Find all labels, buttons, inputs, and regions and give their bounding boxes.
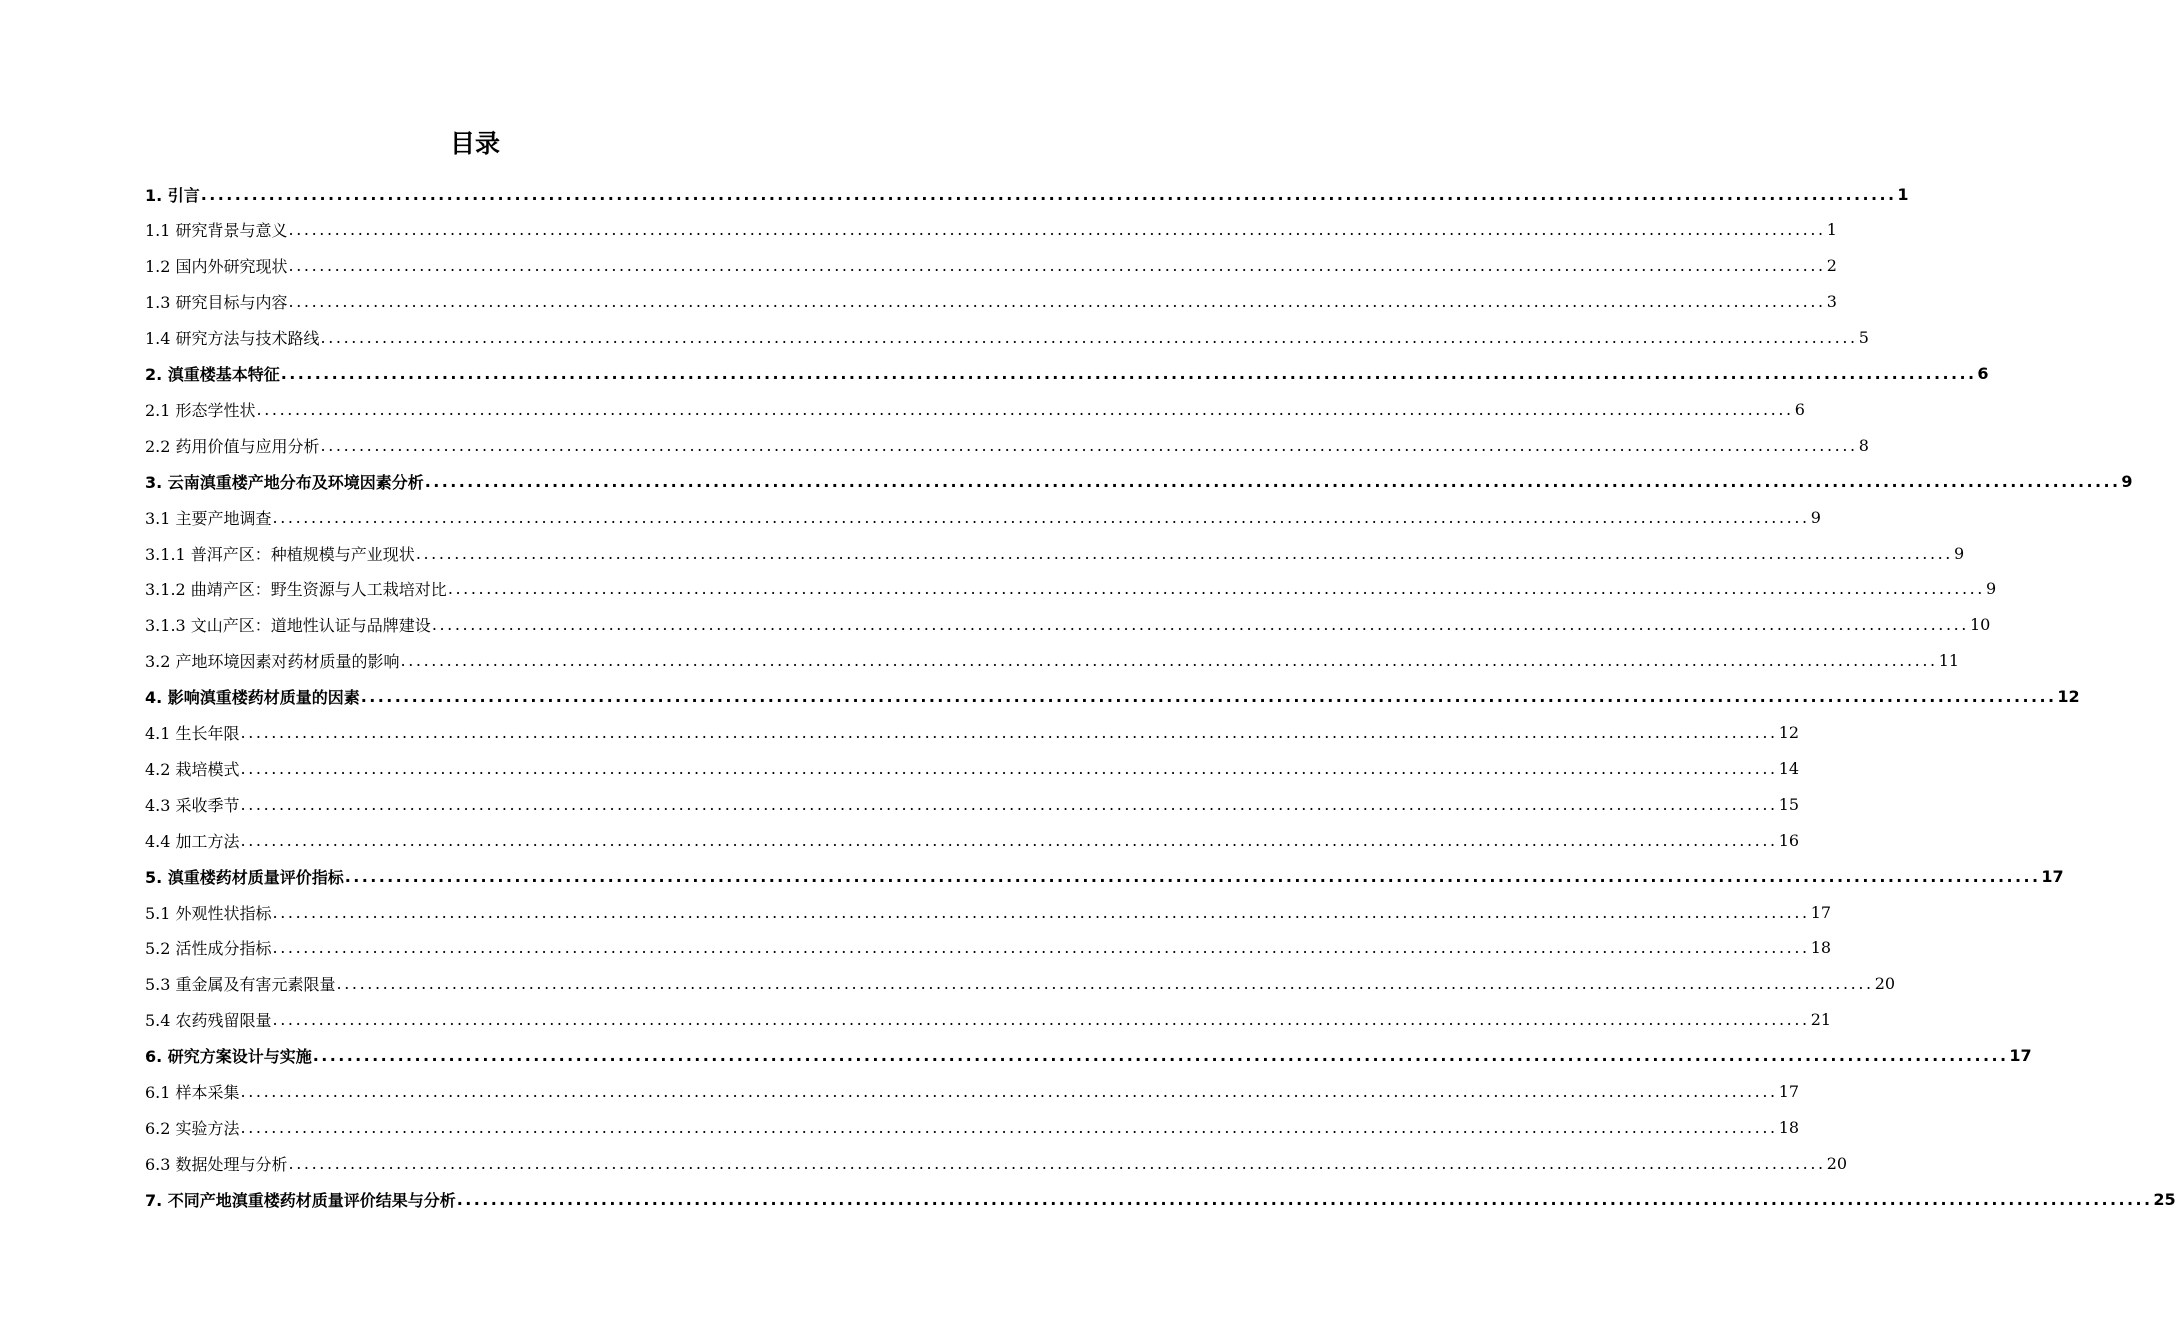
toc-section-entry[interactable] xyxy=(145,1109,1800,1145)
toc-page-number: 11 xyxy=(1938,651,1960,671)
toc-dot-leader: ........................................................................................................................................................................................................ xyxy=(256,399,1794,419)
toc-dot-leader: ........................................................................................................................................................................................................ xyxy=(200,184,1897,204)
toc-entry-label: 3. 云南滇重楼产地分布及环境因素分析 xyxy=(145,472,424,492)
toc-entry-label: 2.1 形态学性状 xyxy=(145,400,256,420)
toc-section-entry[interactable] xyxy=(145,499,1821,535)
toc-entry-label: 1. 引言 xyxy=(145,185,200,205)
toc-page-number: 3 xyxy=(1826,292,1837,312)
toc-entry-label: 5.3 重金属及有害元素限量 xyxy=(145,975,336,995)
toc-dot-leader: ........................................................................................................................................................................................................ xyxy=(312,1046,2009,1066)
toc-dot-leader: ........................................................................................................................................................................................................ xyxy=(272,1010,1810,1030)
toc-dot-leader: ........................................................................................................................................................................................................ xyxy=(320,435,1858,455)
toc-page-number: 17 xyxy=(2009,1046,2032,1066)
toc-section-entry[interactable] xyxy=(145,894,1832,930)
toc-entry-label: 3.1 主要产地调查 xyxy=(145,508,272,528)
toc-dot-leader: ........................................................................................................................................................................................................ xyxy=(288,256,1826,276)
toc-section-entry[interactable] xyxy=(145,1074,1800,1110)
toc-page-number: 9 xyxy=(1954,543,1965,563)
toc-dot-leader: ........................................................................................................................................................................................................ xyxy=(272,938,1810,958)
toc-chapter-entry[interactable] xyxy=(145,176,1909,212)
toc-page-number: 18 xyxy=(1778,1117,1800,1137)
toc-page-number: 17 xyxy=(2041,866,2064,886)
toc-entry-label: 3.2 产地环境因素对药材质量的影响 xyxy=(145,652,400,672)
toc-entry-label: 4.1 生长年限 xyxy=(145,724,240,743)
toc-entry-label: 3.1.1 普洱产区：种植规模与产业现状 xyxy=(145,544,415,564)
toc-page-number: 14 xyxy=(1778,758,1800,778)
toc-entry-label: 5.2 活性成分指标 xyxy=(145,939,272,959)
toc-entry-label: 4.3 采收季节 xyxy=(145,795,240,815)
toc-chapter-entry[interactable] xyxy=(145,1181,2176,1217)
toc-entry-label: 6.2 实验方法 xyxy=(145,1118,240,1138)
toc-section-entry[interactable] xyxy=(145,1002,1832,1038)
toc-entry-label: 5.1 外观性状指标 xyxy=(145,903,272,923)
toc-dot-leader: ........................................................................................................................................................................................................ xyxy=(240,758,1778,778)
toc-dot-leader: ........................................................................................................................................................................................................ xyxy=(272,902,1810,922)
toc-entry-label: 3.1.2 曲靖产区：野生资源与人工栽培对比 xyxy=(145,580,447,600)
toc-section-entry[interactable] xyxy=(145,786,1800,822)
toc-entry-label: 5. 滇重楼药材质量评价指标 xyxy=(145,867,344,887)
toc-entry-label: 7. 不同产地滇重楼药材质量评价结果与分析 xyxy=(145,1190,456,1210)
toc-page-number: 12 xyxy=(1778,723,1800,742)
toc-entry-label: 2.2 药用价值与应用分析 xyxy=(145,436,320,456)
toc-page-number: 17 xyxy=(1778,1082,1800,1101)
toc-section-entry[interactable] xyxy=(145,822,1800,858)
toc-entry-label: 2. 滇重楼基本特征 xyxy=(145,365,280,384)
toc-chapter-entry[interactable] xyxy=(145,679,2080,715)
toc-section-entry[interactable] xyxy=(145,966,1896,1002)
toc-section-entry[interactable] xyxy=(145,427,1869,463)
toc-page-number: 9 xyxy=(1986,579,1997,599)
toc-chapter-entry[interactable] xyxy=(145,1038,2032,1074)
toc-page-number: 9 xyxy=(2121,471,2133,491)
toc-page-number: 6 xyxy=(1794,399,1805,419)
toc-entry-label: 6.1 样本采集 xyxy=(145,1083,240,1102)
toc-page-number: 21 xyxy=(1810,1010,1832,1030)
toc-dot-leader: ........................................................................................................................................................................................................ xyxy=(240,1082,1778,1101)
toc-section-entry[interactable] xyxy=(145,1145,1848,1181)
toc-page-number: 1 xyxy=(1826,220,1837,240)
toc-page-number: 18 xyxy=(1810,938,1832,958)
toc-section-entry[interactable] xyxy=(145,930,1832,966)
toc-dot-leader: ........................................................................................................................................................................................................ xyxy=(240,1117,1778,1137)
toc-dot-leader: ........................................................................................................................................................................................................ xyxy=(424,471,2121,491)
toc-page-number: 9 xyxy=(1810,507,1821,527)
toc-section-entry[interactable] xyxy=(145,535,1965,571)
toc-dot-leader: ........................................................................................................................................................................................................ xyxy=(240,723,1778,742)
toc-page-number: 8 xyxy=(1858,435,1869,455)
toc-entry-label: 5.4 农药残留限量 xyxy=(145,1011,272,1031)
toc-page-number: 2 xyxy=(1826,256,1837,276)
toc-entry-label: 4.2 栽培模式 xyxy=(145,759,240,779)
toc-page-number: 12 xyxy=(2057,687,2080,707)
toc-entry-label: 6. 研究方案设计与实施 xyxy=(145,1047,312,1067)
toc-section-entry[interactable] xyxy=(145,571,1997,607)
toc-dot-leader: ........................................................................................................................................................................................................ xyxy=(240,830,1778,850)
toc-page-number: 10 xyxy=(1970,615,1991,635)
toc-page-number: 6 xyxy=(1977,364,1989,383)
toc-section-entry[interactable] xyxy=(145,284,1837,320)
toc-entry-label: 3.1.3 文山产区：道地性认证与品牌建设 xyxy=(145,616,431,636)
toc-dot-leader: ........................................................................................................................................................................................................ xyxy=(415,543,1953,563)
toc-chapter-entry[interactable] xyxy=(145,858,2064,894)
toc-page-number: 1 xyxy=(1897,184,1909,204)
toc-dot-leader: ........................................................................................................................................................................................................ xyxy=(431,615,1969,635)
toc-chapter-entry[interactable] xyxy=(145,463,2133,499)
toc-dot-leader: ........................................................................................................................................................................................................ xyxy=(336,974,1874,994)
toc-page-number: 25 xyxy=(2153,1189,2176,1209)
toc-page-number: 16 xyxy=(1778,830,1800,850)
toc-section-entry[interactable] xyxy=(145,391,1805,427)
toc-section-entry[interactable] xyxy=(145,320,1869,356)
toc-entry-label: 1.2 国内外研究现状 xyxy=(145,257,288,277)
toc-dot-leader: ........................................................................................................................................................................................................ xyxy=(272,507,1810,527)
toc-entry-label: 1.4 研究方法与技术路线 xyxy=(145,329,320,349)
toc-dot-leader: ........................................................................................................................................................................................................ xyxy=(288,220,1826,240)
toc-entry-label: 4.4 加工方法 xyxy=(145,831,240,851)
toc-dot-leader: ........................................................................................................................................................................................................ xyxy=(280,364,1977,383)
toc-section-entry[interactable] xyxy=(145,212,1837,248)
toc-section-entry[interactable] xyxy=(145,643,1960,679)
toc-dot-leader: ........................................................................................................................................................................................................ xyxy=(344,866,2041,886)
toc-dot-leader: ........................................................................................................................................................................................................ xyxy=(360,687,2057,707)
toc-page-number: 15 xyxy=(1778,794,1800,814)
toc-page-number: 20 xyxy=(1874,974,1896,994)
toc-entry-label: 4. 影响滇重楼药材质量的因素 xyxy=(145,688,360,708)
toc-section-entry[interactable] xyxy=(145,248,1837,284)
toc-entry-label: 1.3 研究目标与内容 xyxy=(145,293,288,313)
toc-entry-label: 6.3 数据处理与分析 xyxy=(145,1154,288,1174)
toc-page-number: 5 xyxy=(1858,328,1869,348)
toc-dot-leader: ........................................................................................................................................................................................................ xyxy=(447,579,1985,599)
toc-page-number: 17 xyxy=(1810,902,1832,922)
toc-dot-leader: ........................................................................................................................................................................................................ xyxy=(320,328,1858,348)
toc-section-entry[interactable] xyxy=(145,607,1991,643)
toc-title: 目录 xyxy=(449,129,500,158)
toc-dot-leader: ........................................................................................................................................................................................................ xyxy=(288,1153,1826,1173)
toc-dot-leader: ........................................................................................................................................................................................................ xyxy=(288,292,1826,312)
toc-dot-leader: ........................................................................................................................................................................................................ xyxy=(240,794,1778,814)
toc-entry-label: 1.1 研究背景与意义 xyxy=(145,221,288,241)
toc-chapter-entry[interactable] xyxy=(145,356,1989,392)
toc-section-entry[interactable] xyxy=(145,750,1800,786)
toc-section-entry[interactable] xyxy=(145,715,1800,751)
toc-page-number: 20 xyxy=(1826,1153,1848,1173)
toc-dot-leader: ........................................................................................................................................................................................................ xyxy=(400,651,1938,671)
toc-dot-leader: ........................................................................................................................................................................................................ xyxy=(456,1189,2153,1209)
